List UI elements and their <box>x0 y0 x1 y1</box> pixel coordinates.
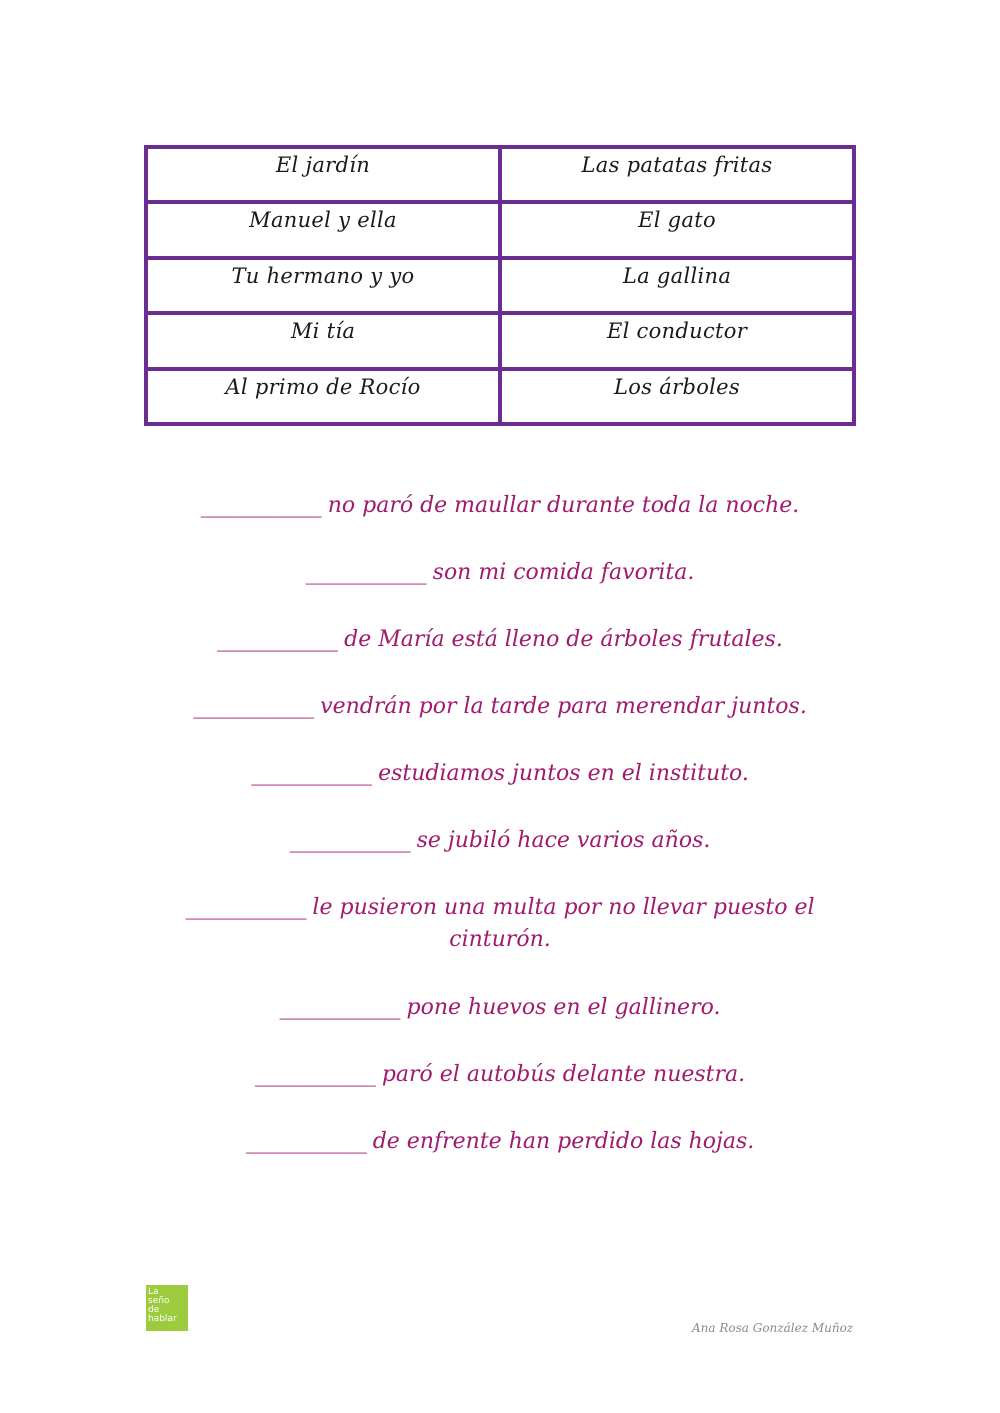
table-cell: Mi tía <box>146 313 500 368</box>
table-cell: Manuel y ella <box>146 202 500 257</box>
table-row <box>146 258 854 313</box>
sentence-item <box>150 825 850 892</box>
answer-blank[interactable]: ____________ <box>251 761 372 786</box>
table-cell: Los árboles <box>500 369 854 424</box>
answer-blank[interactable]: ____________ <box>200 493 321 518</box>
sentence-item <box>150 1059 850 1126</box>
logo-text-line: hablar <box>148 1314 177 1324</box>
table-row <box>146 369 854 424</box>
logo-text-line: seño <box>148 1296 170 1306</box>
sentence-item <box>150 624 850 691</box>
sentence-item <box>150 892 850 992</box>
table-cell: Al primo de Rocío <box>146 369 500 424</box>
author-credit: Ana Rosa González Muñoz <box>692 1321 854 1335</box>
sentence-text: de enfrente han perdido las hojas. <box>365 1129 755 1154</box>
table-cell: El conductor <box>500 313 854 368</box>
table-cell: Tu hermano y yo <box>146 258 500 313</box>
answer-blank[interactable]: ____________ <box>193 694 314 719</box>
sentence-text: se jubiló hace varios años. <box>409 828 711 853</box>
sentence-text: no paró de maullar durante toda la noche. <box>320 493 800 518</box>
answer-blank[interactable]: ____________ <box>279 995 400 1020</box>
brand-logo <box>146 1285 188 1331</box>
sentence-item <box>150 691 850 758</box>
table-cell: El gato <box>500 202 854 257</box>
table-cell: Las patatas fritas <box>500 147 854 202</box>
sentence-item <box>150 557 850 624</box>
word-bank-table <box>144 145 856 426</box>
sentence-text: le pusieron una multa por no llevar puesto el cinturón. <box>305 895 815 952</box>
table-cell: La gallina <box>500 258 854 313</box>
answer-blank[interactable]: ____________ <box>254 1062 375 1087</box>
answer-blank[interactable]: ____________ <box>305 560 426 585</box>
answer-blank[interactable]: ____________ <box>245 1129 366 1154</box>
sentence-text: pone huevos en el gallinero. <box>399 995 721 1020</box>
answer-blank[interactable]: ____________ <box>217 627 338 652</box>
sentence-text: estudiamos juntos en el instituto. <box>371 761 749 786</box>
table-row <box>146 147 854 202</box>
sentence-text: son mi comida favorita. <box>425 560 695 585</box>
logo-text-line: de <box>148 1305 160 1315</box>
sentence-text: de María está lleno de árboles frutales. <box>337 627 783 652</box>
sentence-item <box>150 1126 850 1193</box>
table-cell: El jardín <box>146 147 500 202</box>
sentence-text: vendrán por la tarde para merendar juntos. <box>313 694 807 719</box>
sentence-text: paró el autobús delante nuestra. <box>374 1062 746 1087</box>
sentence-item <box>150 490 850 557</box>
sentence-item <box>150 758 850 825</box>
answer-blank[interactable]: ____________ <box>289 828 410 853</box>
sentence-item <box>150 992 850 1059</box>
table-row <box>146 202 854 257</box>
table-row <box>146 313 854 368</box>
logo-text-line: La <box>148 1287 159 1297</box>
sentence-list <box>150 490 850 1193</box>
answer-blank[interactable]: ____________ <box>185 895 306 920</box>
